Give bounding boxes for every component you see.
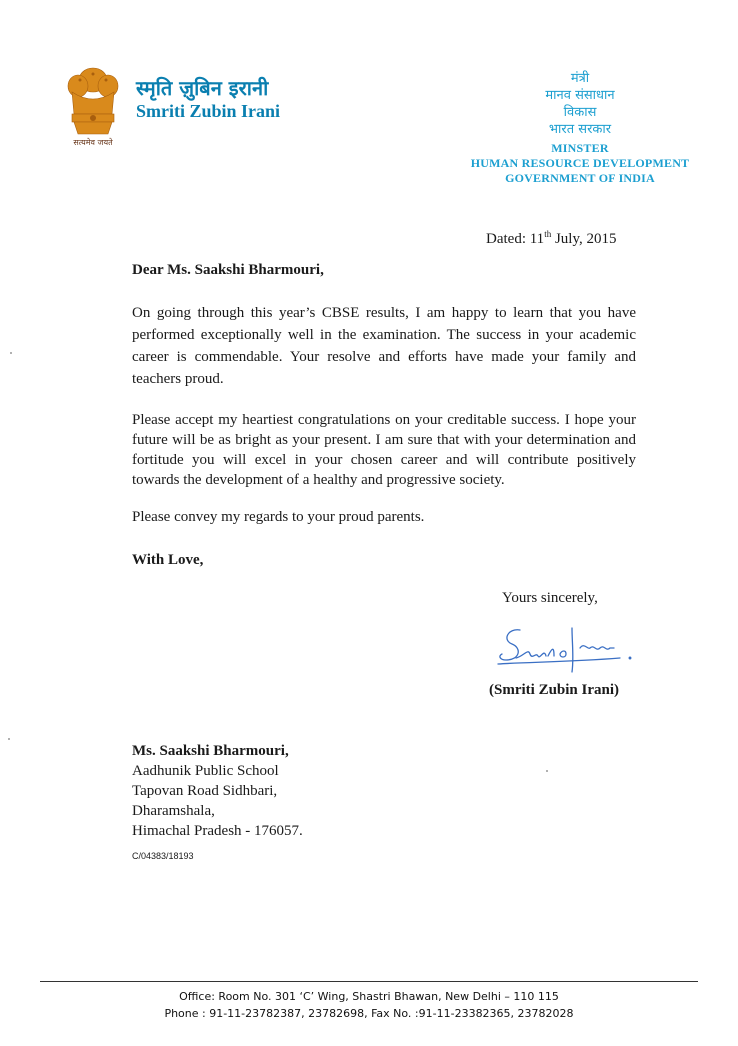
recipient-name: Ms. Saakshi Bharmouri,: [132, 743, 289, 759]
scan-speck: [546, 770, 548, 772]
address-line: Aadhunik Public School: [132, 763, 279, 779]
body-paragraph: Please convey my regards to your proud parents.: [132, 509, 425, 525]
office-hindi-line: भारत सरकार: [548, 122, 612, 137]
reference-number: C/04383/18193: [132, 851, 194, 861]
handwritten-signature: [490, 618, 640, 678]
footer-phone-fax: Phone : 91-11-23782387, 23782698, Fax No. :91-11-23382365, 23782028: [164, 1007, 574, 1020]
footer-office-address: Office: Room No. 301 ‘C’ Wing, Shastri Bhawan, New Delhi – 110 115: [179, 990, 559, 1003]
letterhead-name-english: Smriti Zubin Irani: [136, 101, 281, 121]
scan-speck: [8, 738, 10, 740]
letter-body: [132, 302, 636, 528]
emblem-motto: सत्यमेव जयते: [73, 138, 113, 147]
closing-yours-sincerely: Yours sincerely,: [502, 590, 598, 606]
office-hindi-line: विकास: [563, 105, 597, 120]
address-line: Dharamshala,: [132, 803, 215, 819]
date-ordinal-suffix: th: [544, 229, 552, 239]
closing-with-love: With Love,: [132, 552, 204, 568]
address-line: Himachal Pradesh - 176057.: [132, 823, 303, 839]
body-paragraph: Please accept my heartiest congratulations on your creditable success. I hope your future will be as bright as your present. I am sure that with your determination and fortitude you will excel in your chosen career and will contribute positively towards the development of a healthy and progressive society.: [132, 412, 636, 488]
salutation: Dear Ms. Saakshi Bharmouri,: [132, 262, 324, 278]
office-english-line: HUMAN RESOURCE DEVELOPMENT: [470, 156, 690, 170]
letterhead-name-hindi: स्मृति ज़ुबिन इरानी: [136, 76, 269, 100]
office-hindi-line: मानव संसाधान: [545, 88, 615, 103]
footer: [40, 988, 698, 1022]
scan-speck: [10, 352, 12, 354]
office-hindi-line: मंत्री: [570, 71, 590, 86]
letter-date: [486, 229, 616, 248]
body-paragraph: On going through this year’s CBSE results, I am happy to learn that you have performed exceptionally well in the examination. The success in your academic career is commendable. Your resolve and efforts have made your family and teachers proud.: [132, 305, 636, 387]
office-english-line: MINSTER: [551, 141, 609, 155]
date-prefix: Dated: 11: [486, 231, 545, 247]
footer-divider: [40, 981, 698, 982]
signatory-name: (Smriti Zubin Irani): [489, 682, 620, 698]
recipient-address: [132, 741, 303, 841]
office-english-line: GOVERNMENT OF INDIA: [505, 171, 655, 185]
date-rest: July, 2015: [551, 231, 617, 247]
address-line: Tapovan Road Sidhbari,: [132, 783, 278, 799]
office-designation: [460, 70, 700, 186]
